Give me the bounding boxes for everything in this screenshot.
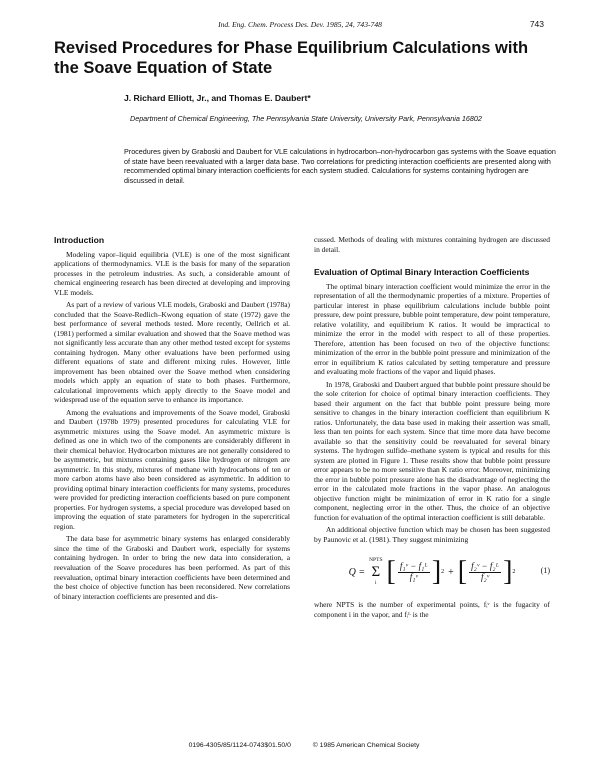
right-column <box>314 235 550 622</box>
fraction-term-2 <box>469 562 501 582</box>
paragraph: The optimal binary interaction coefficient would minimize the error in the representation of all the thermodynamic properties of a mixture. Properties of particular interest in phase equilibrium calculations include bubble point pressure, dew point pressure, bubble point temperature, dew point temperature, relative volatility, and equilibrium K ratios. It would be impractical to minimize the error in the model with respect to all of these properties. Therefore, attention has been focused on two of the objective functions: minimization of the error in the bubble point pressure and minimization of the error in equilibrium K ratios calculated by setting temperature and pressure and evaluating mole fractions of the vapor and liquid phases. <box>314 281 550 377</box>
equation-1: Q = NPTS Σ i [ $\frac{\text{f₁ᵛ − f₁ᴸ}}{\text{f₁ᵛ}}$ ] 2 + [ $\frac{\text{f₂ᵛ − f₂ᴸ}}{\text{f₂ᵛ}}$ ] 2 (1) <box>348 556 550 588</box>
left-column <box>54 235 290 604</box>
section-heading-evaluation: Evaluation of Optimal Binary Interaction Coefficients <box>314 267 530 278</box>
fraction-term-1 <box>398 562 430 582</box>
paragraph: where NPTS is the number of experimental points, fᵢᵛ is the fugacity of component i in the vapor, and fᵢᴸ is the <box>314 600 550 619</box>
term1-numerator: f₁ᵛ − f₁ᴸ <box>399 561 428 572</box>
term2-denominator: f₂ᵛ <box>481 571 490 582</box>
article-code: 0196-4305/85/1124-0743$01.50/0 <box>188 742 291 749</box>
journal-citation: Ind. Eng. Chem. Process Des. Dev. 1985, 24, 743-748 <box>218 20 382 29</box>
affiliation: Department of Chemical Engineering, The Pennsylvania State University, University Park, Pennsylvania 16802 <box>130 114 482 123</box>
copyright: © 1985 American Chemical Society <box>312 742 420 749</box>
paragraph: As part of a review of various VLE models, Graboski and Daubert (1978a) concluded that the Soave-Redlich–Kwong equation of state (1972) gave the best performance of several methods tested. More recently, Oellrich et al. (1981) performed a similar evaluation and showed that the Soave method was not significantly less accurate than any other method tested except for systems containing hydrogen. Many other evaluations have been performed using different equations of state and different mixing rules. However, little improvement has been obtained over the Soave method when considering models which apply an equation of state to both phases. Furthermore, calculational improvements which apply directly to the Soave model and widespread use of the equation serve to enhance its importance. <box>54 300 290 405</box>
paragraph-continuation: cussed. Methods of dealing with mixtures containing hydrogen are discussed in detail. <box>314 235 550 254</box>
paragraph: Modeling vapor–liquid equilibria (VLE) is one of the most significant applications of thermodynamics. VLE is the basis for many of the separation processes in the petroleum industries. As such, a considerable amount of chemical engineering research has been directed at developing and improving VLE models. <box>54 249 290 297</box>
power-1: 2 <box>441 568 445 575</box>
paragraph: In 1978, Graboski and Daubert argued that bubble point pressure should be the sole criterion for choice of optimal binary interaction coefficients. They based their argument on the fact that bubble point pressure being more sensitive to changes in the binary interaction coefficient than equilibrium K ratios. Unfortunately, the data base used in making their assertion was small, less than ten points for each system. Since that time more data have become available so that the sensitivity could be reevaluated for several binary systems. The hydrogen sulfide–methane system is typical and results for this system are plotted in Figure 1. These results show that bubble point pressure error appears to be no more sensitive than K ratio error. Moreover, minimizing the error in bubble point pressure alone has the disadvantage of neglecting the error in the calculated mole fractions in the vapor phase. An analogous objective function might be minimization of error in K ratio for a single component, neglecting error in the other. Thus, the choice of an objective function for evaluation of the optimal interaction coefficient is still debatable. <box>314 379 550 522</box>
authors: J. Richard Elliott, Jr., and Thomas E. Daubert* <box>124 93 311 103</box>
abstract: Procedures given by Graboski and Daubert for VLE calculations in hydrocarbon–non-hydrocarbon gas systems with the Soave equation of state have been reevaluated with a larger data base. Two correlations for predicting interaction coefficients are presented along with recommended optimal binary interaction coefficients for each system studied. Calculations for systems containing hydrogen are discussed in detail. <box>124 147 556 185</box>
term2-numerator: f₂ᵛ − f₂ᴸ <box>471 561 500 572</box>
paragraph: An additional objective function which may be chosen has been suggested by Paunovic et al. (1981). They suggest minimizing <box>314 525 550 544</box>
equation-lhs: Q = <box>348 566 366 578</box>
paper-title: Revised Procedures for Phase Equilibrium Calculations with the Soave Equation of State <box>54 39 529 77</box>
equation-number: (1) <box>540 566 550 576</box>
paragraph: Among the evaluations and improvements of the Soave model, Graboski and Daubert (1978b 1979) presented procedures for calculating VLE for asymmetric mixtures using the Soave model. An asymmetric mixture is defined as one in which two of the components are considerably different in their chemical behavior. Hydrocarbon mixtures are not generally considered to be asymmetric, but mixtures containing gases like hydrogen or nitrogen are asymmetric. In this study, mixtures of methane with hydrocarbons of ten or more carbon atoms have also been considered as asymmetric. In addition to providing optimal binary interaction coefficients for many systems, procedures were provided for predicting interaction coefficients based on pure component properties. For hydrogen systems, a special procedure was developed based on improving the equation of state parameters for hydrogen in the supercritical region. <box>54 407 290 531</box>
page-number: 743 <box>529 19 544 29</box>
plus-sign: + <box>448 566 454 578</box>
footer <box>54 742 554 749</box>
sum-upper-limit: NPTS <box>369 556 383 563</box>
sum-lower-limit: i <box>375 580 377 587</box>
term1-denominator: f₁ᵛ <box>409 571 418 582</box>
summation-symbol: NPTS Σ i <box>369 556 382 589</box>
section-heading-introduction: Introduction <box>54 235 105 245</box>
power-2: 2 <box>512 568 516 575</box>
paragraph: The data base for asymmetric binary systems has enlarged considerably since the time of the Graboski and Daubert work, especially for systems containing hydrogen. In order to bring the new data into consideration, a reevaluation of the Soave procedures has been performed. As part of this reevaluation, optimal binary interaction coefficients have been determined and the best choice of objective function has been reconsidered. New correlations of binary interaction coefficients are presented and dis- <box>54 534 290 601</box>
